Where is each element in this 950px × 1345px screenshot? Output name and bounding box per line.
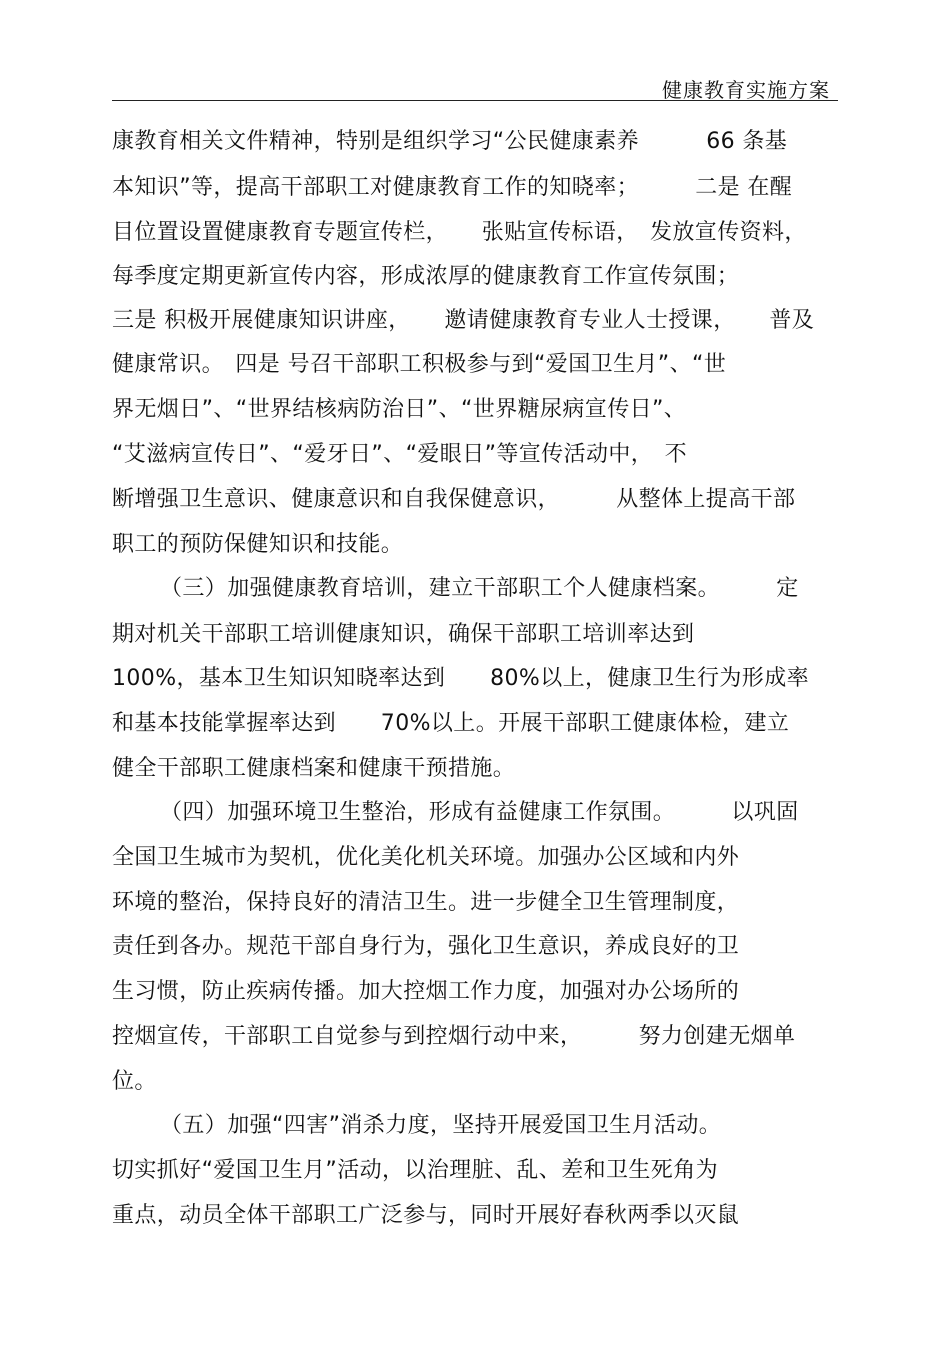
body-line: 职工的预防保健知识和技能。 [112, 532, 404, 557]
body-line: “艾滋病宣传日”、“爱牙日”、“爱眼日”等宣传活动中， 不 [112, 442, 687, 467]
header-title: 健康教育实施方案 [662, 78, 830, 102]
body-line: 控烟宣传，干部职工自觉参与到控烟行动中来， 努力创建无烟单 [112, 1024, 796, 1049]
section-heading-3: （三）加强健康教育培训，建立干部职工个人健康档案。 定 [160, 576, 799, 601]
body-line: 三是 积极开展健康知识讲座， 邀请健康教育专业人士授课， 普及 [112, 308, 815, 333]
body-line: 全国卫生城市为契机，优化美化机关环境。加强办公区域和内外 [112, 845, 740, 870]
body-line: 位。 [112, 1069, 157, 1094]
body-line: 界无烟日”、“世界结核病防治日”、“世界糖尿病宣传日”、 [112, 397, 687, 422]
body-line: 本知识”等，提高干部职工对健康教育工作的知晓率； 二是 在醒 [112, 175, 793, 200]
body-line: 重点，动员全体干部职工广泛参与，同时开展好春秋两季以灭鼠 [112, 1203, 740, 1228]
body-line: 和基本技能掌握率达到 70%以上。开展干部职工健康体检，建立 [112, 711, 790, 736]
body-line: 断增强卫生意识、健康意识和自我保健意识， 从整体上提高干部 [112, 487, 796, 512]
body-line: 切实抓好“爱国卫生月”活动，以治理脏、乱、差和卫生死角为 [112, 1158, 718, 1183]
body-line: 目位置设置健康教育专题宣传栏， 张贴宣传标语， 发放宣传资料， [112, 220, 807, 245]
body-line: 康教育相关文件精神，特别是组织学习“公民健康素养 66 条基 [112, 129, 788, 154]
section-heading-5: （五）加强“四害”消杀力度，坚持开展爱国卫生月活动。 [160, 1113, 722, 1138]
body-line: 责任到各办。规范干部自身行为，强化卫生意识，养成良好的卫 [112, 934, 740, 959]
body-line: 环境的整治，保持良好的清洁卫生。进一步健全卫生管理制度， [112, 890, 740, 915]
body-line: 期对机关干部职工培训健康知识，确保干部职工培训率达到 [112, 622, 695, 647]
section-heading-4: （四）加强环境卫生整治，形成有益健康工作氛围。 以巩固 [160, 800, 799, 825]
body-line: 100%，基本卫生知识知晓率达到 80%以上，健康卫生行为形成率 [112, 666, 809, 691]
body-line: 生习惯，防止疾病传播。加大控烟工作力度，加强对办公场所的 [112, 979, 740, 1004]
body-line: 健全干部职工健康档案和健康干预措施。 [112, 756, 516, 781]
body-line: 健康常识。 四是 号召干部职工积极参与到“爱国卫生月”、“世 [112, 352, 727, 377]
body-line: 每季度定期更新宣传内容，形成浓厚的健康教育工作宣传氛围； [112, 264, 740, 289]
